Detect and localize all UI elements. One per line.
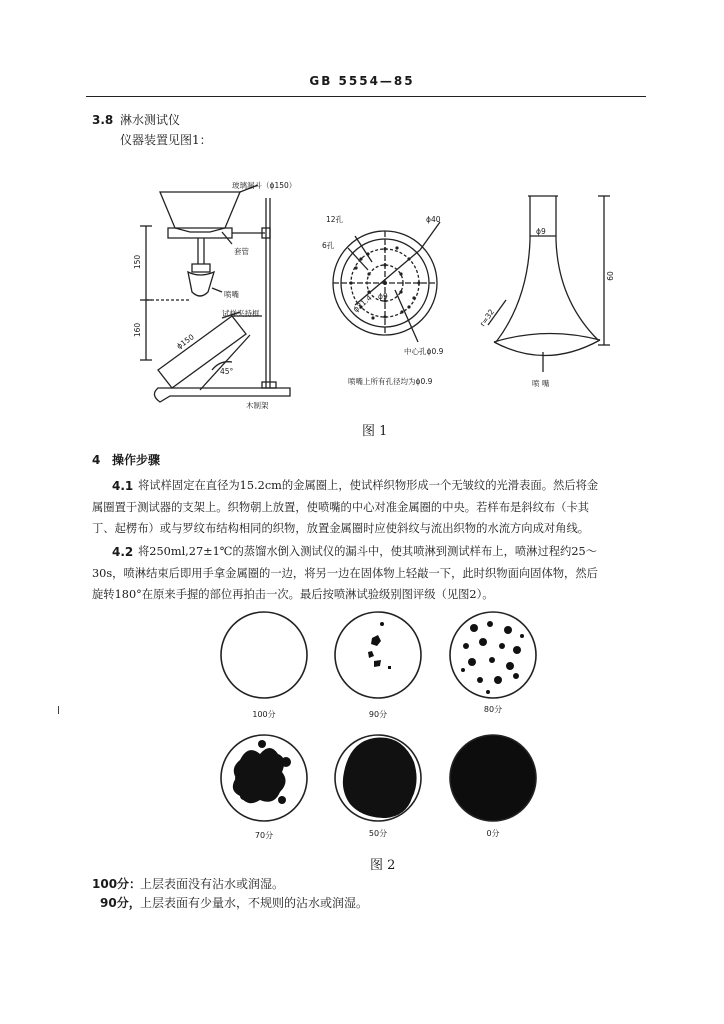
label-nozzle-holes-note: 喷嘴上所有孔径均为ϕ0.9 xyxy=(348,377,433,386)
para-4-1-line-2: 属圈置于测试器的支架上。织物朝上放置，使喷嘴的中心对准金属圈的中央。若样布是斜纹布（卡其 xyxy=(92,501,590,514)
para-4-1-line-1: 将试样固定在直径为15.2cm的金属圈上，使试样织物形成一个无皱纹的光滑表面。然后将金 xyxy=(138,479,599,492)
figure2-caption: 图 2 xyxy=(370,858,396,873)
rating-disc-90 xyxy=(335,612,421,698)
standard-number-header: GB 5554—85 xyxy=(309,74,415,88)
para-4-1-number: 4.1 xyxy=(112,479,134,493)
label-dim-160: 160 xyxy=(133,322,143,338)
para-4-1-line-3: 丁、起楞布）或与罗纹布结构相同的织物，放置金属圈时应使斜纹与流出织物的水流方向成对角线。 xyxy=(92,522,590,535)
label-dia-40: ϕ40 xyxy=(426,215,441,224)
rating-100-score: 100分： xyxy=(92,877,142,891)
score-label-70: 70分 xyxy=(254,831,274,840)
para-4-2-line-1: 将250ml,27±1℃的蒸馏水倒入测试仪的漏斗中，使其喷淋到测试样布上，喷淋过程约25～ xyxy=(138,545,598,558)
label-dim-150: 150 xyxy=(133,254,143,270)
score-label-80: 80分 xyxy=(483,705,503,714)
para-4-2-line-2: 30s，喷淋结束后即用手拿金属圈的一边，将另一边在固体物上轻敲一下，此时织物面向固体物，然后 xyxy=(92,567,598,580)
rating-90-score: 90分， xyxy=(100,896,141,910)
label-holder: 试样夹持框 xyxy=(222,309,260,318)
rating-disc-0 xyxy=(450,735,536,821)
section-3-8-title: 淋水测试仪 xyxy=(120,113,181,127)
section-3-8-number: 3.8 xyxy=(92,113,114,127)
score-label-0: 0分 xyxy=(486,829,500,838)
label-center-hole: 中心孔ϕ0.9 xyxy=(404,347,444,356)
rating-disc-100 xyxy=(221,612,307,698)
label-angle: 45° xyxy=(220,367,234,376)
label-12-holes: 12孔 xyxy=(326,215,344,224)
para-4-2-number: 4.2 xyxy=(112,545,134,559)
label-holder-diameter: ϕ150 xyxy=(174,332,196,351)
label-nozzle: 喷嘴 xyxy=(224,290,239,299)
margin-mark xyxy=(58,706,59,714)
score-label-50: 50分 xyxy=(368,829,388,838)
section-3-8-line2: 仪器装置见图1： xyxy=(120,133,212,147)
label-dim-right: 60 xyxy=(605,271,615,281)
section-4-title: 操作步骤 xyxy=(112,453,161,467)
label-stand: 木制架 xyxy=(246,401,269,410)
label-funnel: 玻璃漏斗（ϕ150） xyxy=(232,181,297,190)
score-label-100: 100分 xyxy=(252,710,276,719)
label-sleeve: 套管 xyxy=(234,247,249,256)
label-nozzle-profile: 喷 嘴 xyxy=(532,379,550,388)
label-radius: r=32 xyxy=(477,307,497,329)
rating-disc-80 xyxy=(450,612,536,698)
figure1-caption: 图 1 xyxy=(362,424,388,439)
label-6-holes: 6孔 xyxy=(322,241,335,250)
score-label-90: 90分 xyxy=(368,710,388,719)
rating-90-text: 上层表面有少量水，不规则的沾水或润湿。 xyxy=(140,896,369,910)
label-dia-9: ϕ9 xyxy=(378,292,388,301)
label-top-dia-9: ϕ9 xyxy=(536,227,546,236)
rating-100-text: 上层表面没有沾水或润湿。 xyxy=(140,877,285,891)
label-dia-21-4: ϕ21.4 xyxy=(351,293,374,315)
section-4-number: 4 xyxy=(92,453,101,467)
para-4-2-line-3: 旋转180°在原来手握的部位再拍击一次。最后按喷淋试验级别图评级（见图2）。 xyxy=(92,588,494,601)
